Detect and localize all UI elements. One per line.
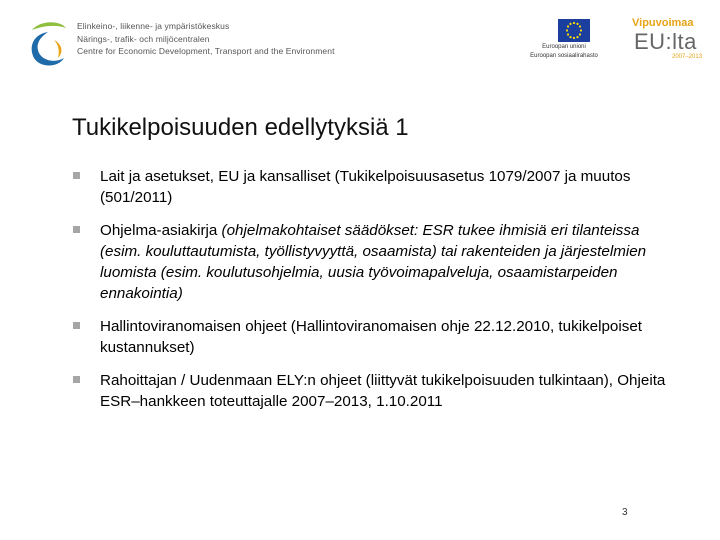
bullet-item [72, 166, 672, 208]
bullet-text-lead: Ohjelma-asiakirja [100, 222, 222, 239]
page-number: 3 [622, 507, 628, 518]
org-name-sv: Närings-, trafik- och miljöcentralen [77, 33, 210, 44]
programme-period: 2007–2013 [672, 54, 703, 60]
eu-caption: Euroopan unioni [542, 44, 586, 50]
slide-title: Tukikelpoisuuden edellytyksiä 1 [72, 114, 409, 141]
esf-caption: Euroopan sosiaalirahasto [530, 53, 598, 59]
org-name-en: Centre for Economic Development, Transport and the Environment [77, 46, 335, 56]
bullet-text: Rahoittajan / Uudenmaan ELY:n ohjeet (liittyvät tukikelpoisuuden tulkintaan), Ohjeita ESR–hankkeen toteuttajalle 2007–2013, 1.10.2011 [100, 372, 666, 410]
programme-logo-text: EU:lta [634, 29, 697, 54]
bullet-item [72, 316, 672, 358]
bullet-square-icon [73, 226, 80, 233]
bullet-square-icon [73, 376, 80, 383]
bullet-text: Lait ja asetukset, EU ja kansalliset (Tukikelpoisuusasetus 1079/2007 ja muutos (501/2011) [100, 168, 631, 206]
org-name-fi: Elinkeino-, liikenne- ja ympäristökeskus [77, 21, 230, 31]
programme-tagline: Vipuvoimaa [632, 17, 694, 29]
bullet-item [72, 220, 672, 304]
bullet-text-italic: (ohjelmakohtaiset säädökset: ESR tukee ihmisiä eri tilanteissa (esim. kouluttautumista, työllistyvyyttä, osaamista) tai rakenteiden ja järjestelmien luomista (esim. koulutusohjelmia, uusia työvoimapalveluja, osaamistarpeiden ennakointia) [100, 222, 647, 302]
bullet-list [72, 166, 672, 424]
bullet-text: Hallintoviranomaisen ohjeet (Hallintoviranomaisen ohje 22.12.2010, tukikelpoiset kustannukset) [100, 318, 643, 356]
ely-logo-icon [26, 18, 70, 70]
organization-names [77, 20, 335, 58]
bullet-item [72, 370, 672, 412]
bullet-square-icon [73, 322, 80, 329]
bullet-square-icon [73, 172, 80, 179]
eu-flag-icon [558, 19, 590, 42]
